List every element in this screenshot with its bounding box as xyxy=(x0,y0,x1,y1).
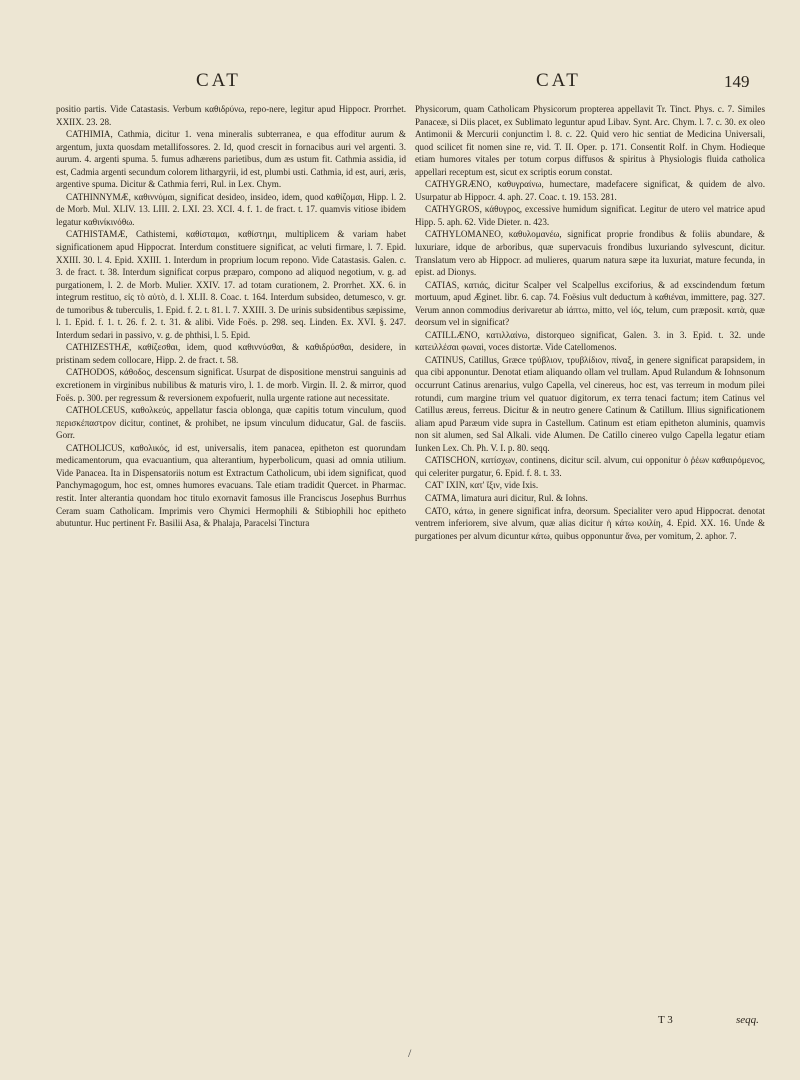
entry-paragraph: CATMA, limatura auri dicitur, Rul. & Iohns. xyxy=(425,492,588,503)
pen-mark: / xyxy=(408,1046,412,1060)
entry-paragraph: CATHYGRÆNO, καθυγραίνω, humectare, madefacere significat, & quidem de alvo. Usurpatur ab Hippocr. 4. aph. 27. Coac. t. 19. 153. 281. xyxy=(415,179,765,202)
catchword: seqq. xyxy=(736,1014,759,1026)
entry-paragraph: CATHOLCEUS, καθολκεύς, appellatur fascia oblonga, quæ capitis totum vinculum, quod περισκέπαστρον dicitur, continet, & prohibet, ne ipsum vinculum diducatur, Gal. de fasciis. Gorr. xyxy=(56,405,406,441)
running-header xyxy=(0,70,800,100)
right-column xyxy=(415,103,765,542)
left-column xyxy=(56,103,406,530)
entry-paragraph: CATHODOS, κάθοδος, descensum significat. Usurpat de dispositione menstrui sanguinis ad excretionem in virginibus nubilibus & maturis viro, l. 1. de morb. Virgin. II. 2. & mirror, quod Foës. p. 300. per regressum & reversionem expofuerit, nulla urgente ratione aut necessitate. xyxy=(56,367,406,403)
header-right-title: CAT xyxy=(536,70,581,91)
entry-paragraph: CATINUS, Catillus, Græce τρύβλιον, τρυβλίδιον, πίναξ, in genere significat parapsidem, in qua cibi apponuntur. Denotat etiam aliquando ollam vel trullam. Apud Rulandum & Iohnsonum occurrunt Catinus arenarius, vulgo Capella, vel cinereus, hoc est, vas terreum in modum pilei rotundi, cum margine trium vel quatuor digitorum, ex terra tenaci factum; item Catinus vel Catillus æreus, ferreus. Dicitur & in neutro genere Catinum & Catillum. Illius significationem aliam apud Paræum vide supra in Castellum. Catinum est etiam epitheton aluminis, quamvis non sit alumen, sed Sal Alkali. vide Alumen. De Catillo cinereo vulgo Capella legatur etiam Iunken Lex. Ch. Ph. V. I. p. 80. seqq. xyxy=(415,354,765,453)
entry-paragraph: CATHIMIA, Cathmia, dicitur 1. vena mineralis subterranea, e qua effoditur aurum & argentum, juxta quosdam metallifossores. 2. Id, quod crescit in fornacibus auri vel argenti. 3. aurum. 4. argenti spuma. 5. fumus adhærens parietibus, dum æs ustum fit. Cathmia assidia, id est, Cadmia argenti secundum colorem lithargyrii, id est, plumbi usti. Cathmia, id est, auri, æris, argentive spuma. Dicitur & Cathmia ferri, Rul. in Lex. Chym. xyxy=(56,129,406,190)
entry-paragraph: CATHISTAMÆ, Cathistemi, καθίσταμαι, καθίστημι, multiplicem & variam habet significationem apud Hippocrat. Interdum constituere significat, ac veluti firmare, l. 7. Epid. XXIII. 30. l. 4. Epid. XXIII. 1. Interdum in proprium locum repono. Vide Catastasis. Galen. c. 3. de fract. t. 38. Interdum significat corpus præparo, compono ad aliquod negotium, v. g. ad purgationem, l. 2. de Morb. Mulier. XXIV. 17. ad totam curationem, 2. Prorrhet. XX. 6. in integrum restituo, εἰς τὸ αὐτὸ, d. l. XLII. 8. Coac. t. 164. Interdum subsideo, detumesco, v. gr. de tumoribus & tuberculis, 1. Epid. f. 2. t. 81. l. 7. XXIII. 3. De urinis subsidentibus sæpissime, l. 1. Epid. f. 1. t. 26. f. 2. t. 31. & alibi. Vide Foës. p. 298. seq. Linden. Ex. XVI. §. 247. Interdum sedari in passivo, v. g. de phthisi, l. 5. Epid. xyxy=(56,229,406,340)
entry-paragraph: CATHINNYMÆ, καθιννύμαι, significat desideo, insideo, idem, quod καθίζομαι, Hipp. l. 2. de Morb. Mul. XLIV. 13. LIII. 2. LXI. 23. XCI. 4. f. 1. de fract. t. 17. quamvis vitiose ibidem legatur καθινίκινόθω. xyxy=(56,191,406,227)
entry-paragraph: CATIAS, κατιάς, dicitur Scalper vel Scalpellus exciforius, & ad exscindendum fœtum mortuum, apud Æginet. libr. 6. cap. 74. Foësius vult deductum à καθιέναι, immittere, pag. 327. Verum annon commodius derivaretur ab ἰάπτω, mitto, vel ἰός, telum, cum præposit. κατὰ, quæ deorsum vel in significat? xyxy=(415,279,765,328)
entry-paragraph: CATISCHON, κατίσχων, continens, dicitur scil. alvum, cui opponitur ὁ ῥέων καθαιρόμενος, qui celeriter purgatur, 6. Epid. f. 8. t. 33. xyxy=(415,455,765,478)
entry-paragraph: CATILLÆNO, κατιλλαίνω, distorqueo significat, Galen. 3. in 3. Epid. t. 32. unde κατειλλέσαι φωναὶ, voces distortæ. Vide Catellomenos. xyxy=(415,329,765,353)
entry-paragraph: Physicorum, quam Catholicam Physicorum propterea appellavit Tr. Tinct. Phys. c. 7. Similes Panaceæ, si Diis placet, ex Sublimato leguntur apud Libav. Synt. Arc. Chym. l. 7. c. 30. ex oleo Antimonii & Mercurii conjunctim l. 8. c. 22. Quid vero hic sentiat de Medicina Universali, quod scilicet fit nomen sine re, vid. T. II. Oper. p. 171. Consentit Rolf. in Chym. Hodieque etiam humores vitales per totum corpus diffusos & spiritus à Physiologis fluida catholica appellari receptum est, sicut ex scriptis eorum constat. xyxy=(415,104,765,177)
entry-paragraph: positio partis. Vide Catastasis. Verbum καθιδρύνω, repo-nere, legitur apud Hippocr. Prorrhet. XXIIX. 23. 28. xyxy=(56,104,406,127)
entry-paragraph: CATHYLOMANEO, καθυλομανέω, significat proprie frondibus & foliis abundare, & luxuriare, idque de arboribus, quæ supervacuis frondibus luxuriando sylvescunt, dicitur. Translatum vero ab Hippocr. ad mulieres, quarum natura sæpe ita luxuriat, mature fecunda, in epist. ad Dionys. xyxy=(415,229,765,278)
page-number: 149 xyxy=(724,72,750,91)
entry-paragraph: CATO, κάτω, in genere significat infra, deorsum. Specialiter vero apud Hippocrat. denotat ventrem inferiorem, sive alvum, quæ alias dicitur ἡ κάτω κοιλίη, 4. Epid. XX. 16. Unde & purgationes per alvum dicuntur κάτω, quibus opponuntur ἄνω, per vomitum, 2. aphor. 7. xyxy=(415,505,765,541)
entry-paragraph: CATHIZESTHÆ, καθίζεσθαι, idem, quod καθιννύσθαι, & καθιδρύσθαι, desidere, in pristinam sedem collocare, Hipp. 2. de fract. t. 58. xyxy=(56,342,406,365)
header-left-title: CAT xyxy=(196,70,241,91)
entry-paragraph: CATHYGROS, κάθυγρος, excessive humidum significat. Legitur de utero vel matrice apud Hipp. 5. aph. 62. Vide Dieter. n. 423. xyxy=(415,204,765,227)
entry-paragraph: CATHOLICUS, καθολικός, id est, universalis, item panacea, epitheton est quorundam medicamentorum, qua evacuantium, qua alterantium, hyperbolicum, quasi ad omnia utilium. Vide Panacea. Ita in Dispensatoriis notum est Extractum Catholicum, ubi idem significat, quod Panchymagogum, hoc est, omnes humores evacuans. Tale etiam tradidit Quercet. in Pharmac. restit. Inter alterantia quondam hoc titulo exornavit famosus ille Franciscus Josephus Burrhus Ceram suam Catholicam. Imprimis vero Chymici Hermophili & Stibiophili hoc epitheto abutuntur. Huc pertinent Fr. Basilii Asa, & Phalaja, Paracelsi Tinctura xyxy=(56,442,406,529)
entry-paragraph: CAT' IXIN, κατ' ἴξιν, vide Ixis. xyxy=(425,480,539,491)
signature-mark: T 3 xyxy=(658,1014,673,1026)
